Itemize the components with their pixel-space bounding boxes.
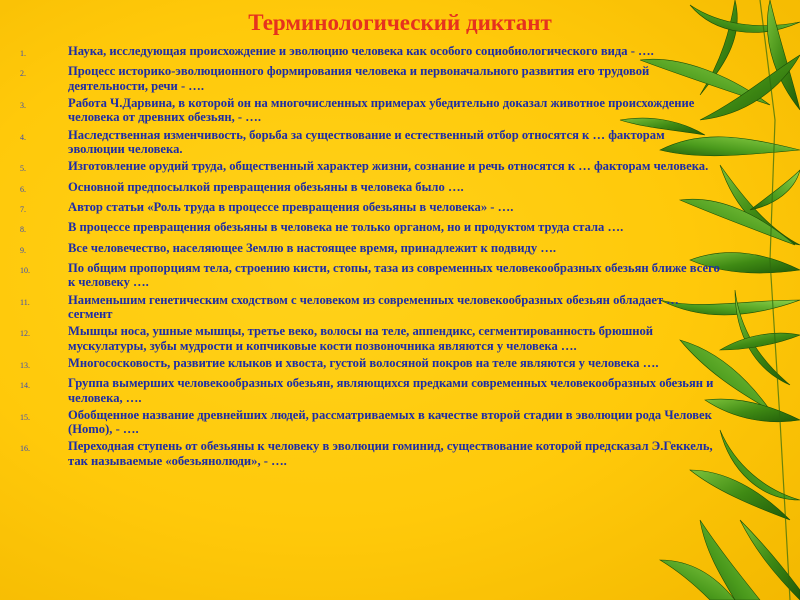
list-item — [20, 96, 720, 124]
list-item — [20, 159, 720, 176]
slide-title: Терминологический диктант — [248, 10, 552, 35]
item-text: Изготовление орудий труда, общественный характер жизни, сознание и речь относятся к … факторам человека. — [68, 159, 709, 174]
item-number: 13. — [20, 360, 30, 370]
item-number: 6. — [20, 184, 26, 194]
list-item — [20, 439, 720, 467]
item-text: Переходная ступень от обезьяны к человеку в эволюции гоминид, существование которой предсказал Э.Геккель, так называемые «обезьянолюди», - …. — [68, 439, 713, 468]
list-item — [20, 324, 720, 352]
item-number: 7. — [20, 204, 26, 214]
item-number: 11. — [20, 297, 30, 307]
list-item — [20, 44, 720, 61]
item-text: Обобщенное название древнейших людей, рассматриваемых в качестве второй стадии в эволюции рода Человек (Homo), - …. — [68, 407, 712, 437]
item-number: 5. — [20, 164, 26, 174]
list-item — [20, 241, 720, 258]
item-number: 10. — [20, 266, 30, 276]
item-text: По общим пропорциям тела, строению кисти, стопы, таза из современных человекообразных обезьян ближе всего к человеку …. — [68, 261, 720, 290]
item-text: Все человечество, населяющее Землю в настоящее время, принадлежит к подвиду …. — [68, 240, 557, 255]
item-text: Наследственная изменчивость, борьба за существование и естественный отбор относятся к … факторам эволюции человека. — [68, 127, 665, 156]
list-item — [20, 64, 720, 92]
item-text: Наука, исследующая происхождение и эволюцию человека как особого социобиологического вида - …. — [68, 44, 654, 58]
item-text: Многососковость, развитие клыков и хвоста, густой волосяной покров на теле являются у человека …. — [68, 355, 659, 370]
item-number: 12. — [20, 329, 30, 339]
item-number: 3. — [20, 100, 26, 110]
list-item — [20, 180, 720, 197]
item-number: 15. — [20, 412, 30, 422]
item-number: 1. — [20, 49, 26, 58]
item-text: Процесс историко-эволюционного формирования человека и первоначального развития его трудовой деятельности, речи - …. — [68, 64, 650, 93]
item-text: Работа Ч.Дарвина, в которой он на многочисленных примерах убедительно доказал животное происхождение человека от древних обезьян, - …. — [68, 95, 695, 125]
list-item — [20, 261, 720, 289]
item-text: Наименьшим генетическим сходством с человеком из современных человекообразных обезьян обладает … сегмент — [68, 292, 679, 321]
list-item — [20, 220, 720, 237]
list-item — [20, 356, 720, 373]
item-number: 2. — [20, 69, 26, 79]
item-text: Автор статьи «Роль труда в процессе превращения обезьяны в человека» - …. — [68, 199, 514, 214]
list-item — [20, 408, 720, 436]
item-text: В процессе превращения обезьяны в человека не только органом, но и продуктом труда стала …. — [68, 220, 624, 235]
dictation-list — [20, 44, 720, 471]
item-number: 9. — [20, 245, 26, 255]
list-item — [20, 293, 720, 321]
item-number: 4. — [20, 132, 26, 142]
item-text: Основной предпосылкой превращения обезьяны в человека было …. — [68, 179, 464, 194]
item-text: Группа вымерших человекообразных обезьян, являющихся предками современных человекообразных обезьян и человека, …. — [68, 376, 714, 405]
list-item — [20, 200, 720, 217]
item-number: 16. — [20, 444, 30, 454]
list-item — [20, 376, 720, 404]
item-text: Мышцы носа, ушные мышцы, третье веко, волосы на теле, аппендикс, сегментированность брюшной мускулатуры, зубы мудрости и копчиковые кости позвоночника являются у человека …. — [68, 324, 654, 353]
list-item — [20, 128, 720, 156]
item-number: 14. — [20, 381, 30, 391]
item-number: 8. — [20, 225, 26, 235]
